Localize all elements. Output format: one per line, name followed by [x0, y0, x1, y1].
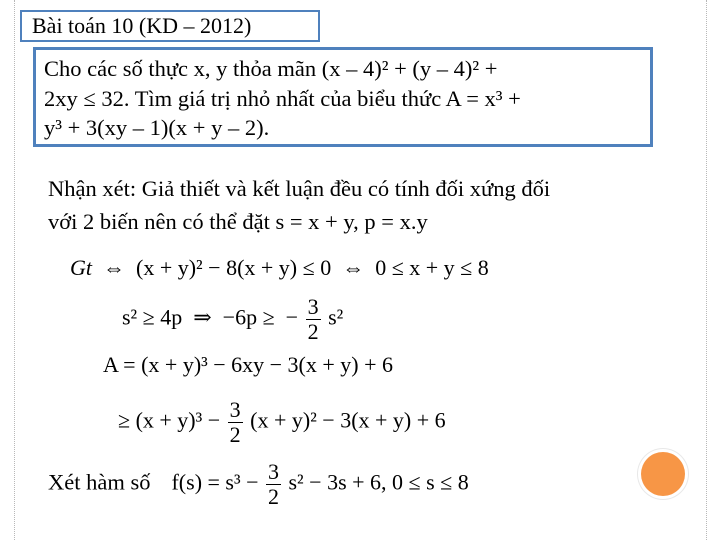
function-line — [48, 460, 469, 509]
slide-title: Bài toán 10 (KD – 2012) — [32, 13, 252, 38]
derivation-line-3 — [103, 352, 393, 378]
expression-a: A = (x + y)³ − 6xy − 3(x + y) + 6 — [103, 352, 394, 377]
frame-left-line — [14, 0, 15, 540]
product-bound: −6p ≥ — [222, 304, 275, 330]
problem-line-2: 2xy ≤ 32. Tìm giá trị nhỏ nhất của biểu thức A = x³ + — [44, 85, 521, 111]
gt-label: Gt — [70, 255, 92, 280]
equivalence-icon: ⇔ — [97, 255, 131, 280]
orange-circle-decoration — [641, 452, 685, 496]
am-gm-inequality: s² ≥ 4p — [122, 304, 183, 330]
derivation-line-4 — [118, 398, 446, 447]
s-squared: s² — [328, 304, 344, 330]
remark-line-1: Nhận xét: Giả thiết và kết luận đều có tính đối xứng đối — [48, 176, 551, 201]
lower-bound-tail: (x + y)² − 3(x + y) + 6 — [250, 407, 446, 433]
fraction-three-halves: $\frac{3}{2}$ — [307, 294, 319, 344]
function-label: Xét hàm số — [48, 469, 151, 495]
equivalence-icon: ⇔ — [336, 255, 370, 280]
frame-right-line — [706, 0, 707, 540]
remark-line-2: với 2 biến nên có thể đặt s = x + y, p = x.y — [48, 209, 428, 234]
problem-line-1: Cho các số thực x, y thỏa mãn (x – 4)² + (y – 4)² + — [44, 56, 498, 81]
derivation-line-2: s² ≥ 4p ⇒ −6p ≥ − $\frac{3}{2}$ s² — [122, 294, 344, 344]
fraction-three-halves: $\frac{3}{2}$ — [268, 459, 279, 509]
hypothesis-expression: (x + y)² − 8(x + y) ≤ 0 — [136, 255, 332, 280]
lower-bound-start: ≥ (x + y)³ − — [118, 407, 221, 433]
function-head: f(s) = s³ − — [171, 469, 259, 495]
problem-box — [33, 47, 653, 147]
derivation-line-1 — [70, 255, 489, 281]
fraction-three-halves: $\frac{3}{2}$ — [229, 397, 241, 447]
implies-icon: ⇒ — [187, 304, 218, 330]
function-tail: s² − 3s + 6, 0 ≤ s ≤ 8 — [288, 469, 469, 495]
problem-line-3: y³ + 3(xy – 1)(x + y – 2). — [44, 115, 270, 140]
title-box — [20, 10, 320, 42]
remark — [48, 172, 550, 238]
sum-range: 0 ≤ x + y ≤ 8 — [375, 255, 489, 280]
